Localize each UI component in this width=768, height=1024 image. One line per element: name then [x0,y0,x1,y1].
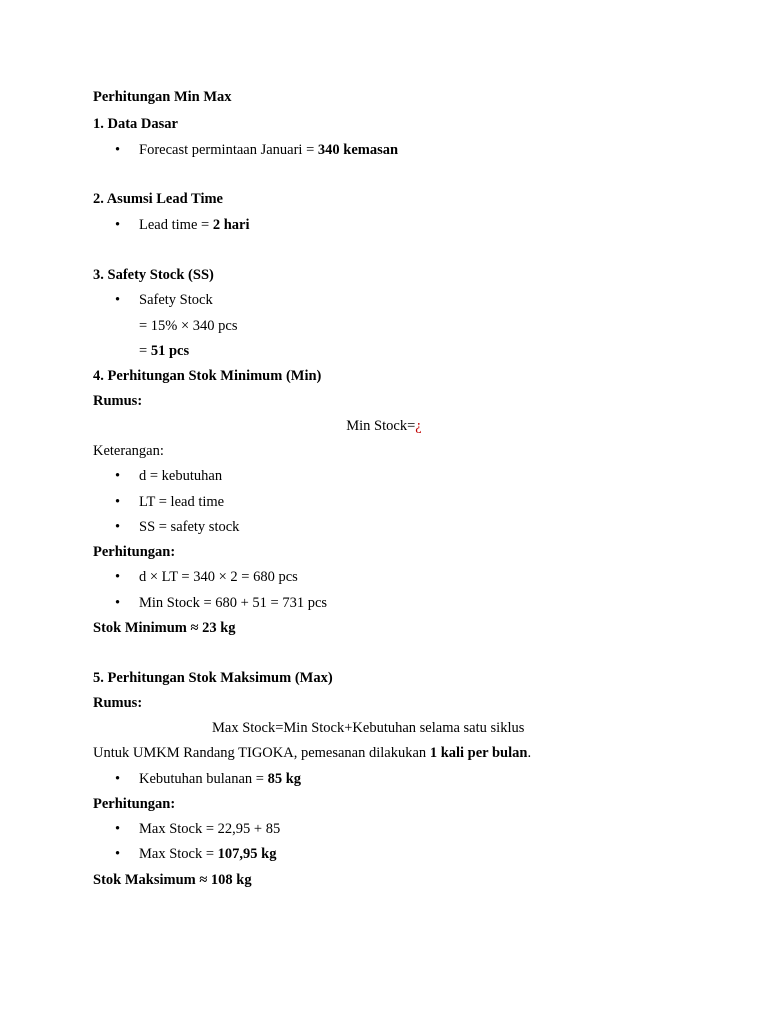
min-stock-formula [0,417,768,435]
forecast-text: Forecast permintaan Januari = [139,142,318,158]
max-calc-text: Max Stock = [139,846,218,862]
min-calc-item: • d × LT = 340 × 2 = 680 pcs [139,568,298,586]
safety-stock-bullet: • Safety Stock [139,291,213,309]
max-stock-result: Stok Maksimum ≈ 108 kg [93,872,252,888]
section-3-heading: 3. Safety Stock (SS) [93,267,214,283]
lead-time-bullet [139,216,249,234]
section-2-heading: 2. Asumsi Lead Time [93,191,223,207]
forecast-value: 340 kemasan [317,142,399,158]
max-calc-value: 107,95 kg [217,846,277,862]
umkm-note-end: . [527,745,532,761]
lead-time-text: Lead time = [139,217,213,233]
section-4-heading: 4. Perhitungan Stok Minimum (Min) [93,368,322,384]
section-5-heading: 5. Perhitungan Stok Maksimum (Max) [93,670,333,686]
max-calc-item: • Max Stock = 22,95 + 85 [139,820,280,838]
safety-stock-result [139,342,189,360]
max-calc-item [139,845,277,863]
rumus-label-min: Rumus: [93,393,143,409]
section-1-heading: 1. Data Dasar [93,116,178,132]
document-title: Perhitungan Min Max [93,89,232,105]
perhitungan-label-min: Perhitungan: [93,544,176,560]
umkm-note-bold: 1 kali per bulan [429,745,528,761]
monthly-need-bullet [139,770,301,788]
max-stock-formula: Max Stock=Min Stock+Kebutuhan selama satu siklus [212,720,525,736]
min-formula-glyph: ¿ [415,418,422,434]
forecast-bullet [139,141,398,159]
monthly-need-value: 85 kg [267,771,302,787]
umkm-note [93,744,531,762]
keterangan-item: • LT = lead time [139,493,224,511]
keterangan-label: Keterangan: [93,443,164,459]
keterangan-item: • d = kebutuhan [139,467,222,485]
umkm-note-text: Untuk UMKM Randang TIGOKA, pemesanan dilakukan [93,745,430,761]
min-formula-text: Min Stock= [346,418,416,434]
min-stock-result: Stok Minimum ≈ 23 kg [93,620,236,636]
safety-stock-calc: = 15% × 340 pcs [139,318,238,334]
safety-stock-value: 51 pcs [150,343,190,359]
min-calc-item: • Min Stock = 680 + 51 = 731 pcs [139,594,327,612]
perhitungan-label-max: Perhitungan: [93,796,176,812]
lead-time-value: 2 hari [212,217,250,233]
monthly-need-text: Kebutuhan bulanan = [139,771,268,787]
keterangan-item: • SS = safety stock [139,518,239,536]
rumus-label-max: Rumus: [93,695,143,711]
safety-stock-eq: = [139,343,151,359]
